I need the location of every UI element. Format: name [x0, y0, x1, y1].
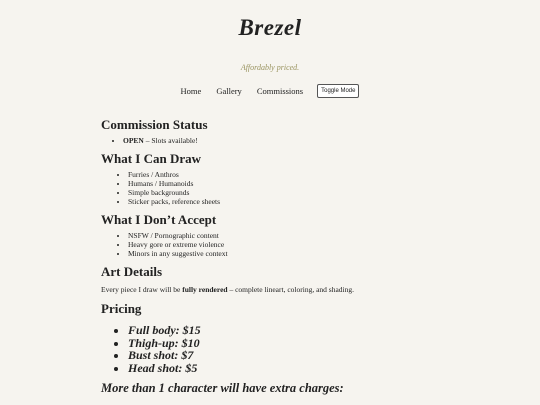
- main-content: [101, 114, 441, 396]
- status-item: [123, 136, 441, 145]
- nav-gallery-link[interactable]: Gallery: [216, 86, 242, 96]
- price-item: • Full body: $15: [128, 324, 441, 337]
- extra-charges-note: More than 1 character will have extra charges:: [101, 381, 344, 395]
- list-item: • NSFW / Pornographic content: [128, 231, 441, 240]
- list-item: • Heavy gore or extreme violence: [128, 240, 441, 249]
- art-details-pre: Every piece I draw will be: [101, 285, 183, 294]
- site-header: [0, 0, 540, 98]
- list-item: • Simple backgrounds: [128, 188, 441, 197]
- main-nav: [0, 84, 540, 98]
- art-details-bold: fully rendered: [182, 285, 228, 294]
- can-draw-list: [101, 170, 441, 206]
- can-draw-section: [101, 148, 441, 206]
- list-item: • Sticker packs, reference sheets: [128, 197, 441, 206]
- art-details-post: – complete lineart, coloring, and shading.: [227, 285, 355, 294]
- commission-status-section: [101, 114, 441, 145]
- art-details-text: [101, 285, 441, 295]
- pricing-section: [101, 298, 441, 396]
- price-item: • Head shot: $5: [128, 362, 441, 375]
- pricing-heading: Pricing: [101, 301, 142, 316]
- status-list: [101, 136, 441, 145]
- art-details-heading: Art Details: [101, 264, 163, 279]
- list-item: • Minors in any suggestive context: [128, 249, 441, 258]
- toggle-mode-button[interactable]: Toggle Mode: [317, 84, 359, 98]
- price-list: [101, 324, 441, 374]
- tagline: Affordably priced.: [240, 63, 300, 72]
- dont-accept-heading: What I Don’t Accept: [101, 212, 217, 227]
- nav-home-link[interactable]: Home: [180, 86, 202, 96]
- dont-accept-section: [101, 209, 441, 258]
- commission-status-heading: Commission Status: [101, 117, 208, 132]
- price-item: • Bust shot: $7: [128, 349, 441, 362]
- site-title: Brezel: [238, 15, 302, 40]
- dont-accept-list: [101, 231, 441, 258]
- list-item: • Furries / Anthros: [128, 170, 441, 179]
- can-draw-heading: What I Can Draw: [101, 151, 202, 166]
- status-state: OPEN: [123, 136, 144, 145]
- art-details-section: [101, 261, 441, 295]
- list-item: • Humans / Humanoids: [128, 179, 441, 188]
- price-item: • Thigh-up: $10: [128, 337, 441, 350]
- status-detail: – Slots available!: [143, 136, 198, 145]
- nav-commissions-link[interactable]: Commissions: [256, 86, 304, 96]
